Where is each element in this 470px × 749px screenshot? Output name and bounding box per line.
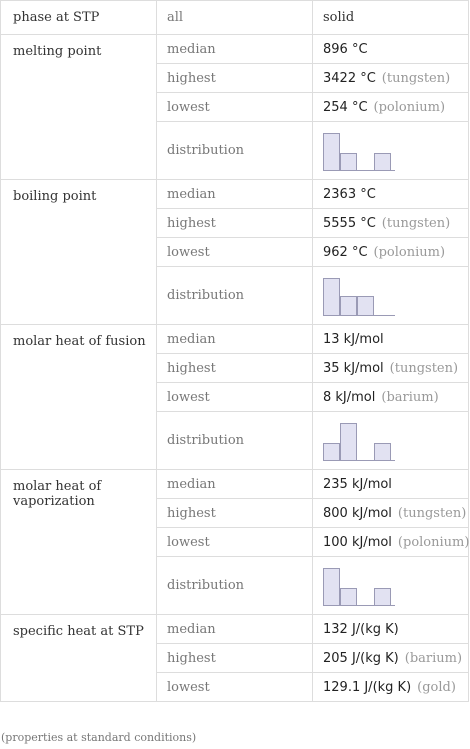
phase-all-label: all bbox=[157, 1, 313, 35]
histogram-bar bbox=[323, 443, 340, 461]
stat-label: lowest bbox=[157, 93, 313, 122]
distribution-histogram bbox=[323, 131, 395, 171]
distribution-histogram bbox=[323, 421, 395, 461]
stat-value: 800 kJ/mol bbox=[323, 505, 392, 521]
stat-value: 8 kJ/mol bbox=[323, 389, 376, 405]
histogram-bar bbox=[340, 153, 357, 171]
stat-value-cell bbox=[313, 238, 469, 267]
stat-label: median bbox=[157, 470, 313, 499]
stat-value: 235 kJ/mol bbox=[323, 476, 392, 492]
stat-value-cell bbox=[313, 35, 469, 64]
stat-note: (polonium) bbox=[373, 244, 446, 260]
stat-value: 254 °C bbox=[323, 99, 368, 115]
stat-label: highest bbox=[157, 499, 313, 528]
stat-value: 2363 °C bbox=[323, 186, 376, 202]
histogram-bar bbox=[340, 296, 357, 316]
stat-note: (gold) bbox=[417, 679, 456, 695]
stat-value: 5555 °C bbox=[323, 215, 376, 231]
stat-label: lowest bbox=[157, 383, 313, 412]
histogram-bar bbox=[323, 133, 340, 171]
property-name: melting point bbox=[1, 35, 157, 180]
histogram-bar bbox=[374, 153, 391, 171]
stat-label: highest bbox=[157, 644, 313, 673]
distribution-histogram bbox=[323, 566, 395, 606]
stat-label: highest bbox=[157, 209, 313, 238]
stat-value-cell bbox=[313, 64, 469, 93]
distribution-histogram bbox=[323, 276, 395, 316]
stat-value: 100 kJ/mol bbox=[323, 534, 392, 550]
stat-value-cell bbox=[313, 93, 469, 122]
stat-value-cell bbox=[313, 528, 469, 557]
stat-label: median bbox=[157, 35, 313, 64]
stat-value-cell bbox=[313, 180, 469, 209]
histogram-baseline bbox=[323, 460, 395, 461]
histogram-bar bbox=[323, 278, 340, 316]
histogram-bar bbox=[374, 443, 391, 461]
stat-value-cell bbox=[313, 470, 469, 499]
table-row bbox=[1, 470, 469, 499]
stat-value: 3422 °C bbox=[323, 70, 376, 86]
distribution-cell bbox=[313, 267, 469, 325]
stat-label: median bbox=[157, 615, 313, 644]
stat-label: lowest bbox=[157, 673, 313, 702]
stat-value-cell bbox=[313, 209, 469, 238]
distribution-cell bbox=[313, 557, 469, 615]
stat-label: highest bbox=[157, 64, 313, 93]
stat-value-cell bbox=[313, 673, 469, 702]
stat-value-cell bbox=[313, 383, 469, 412]
histogram-bar bbox=[340, 588, 357, 606]
distribution-cell bbox=[313, 122, 469, 180]
stat-label: highest bbox=[157, 354, 313, 383]
stat-value: 205 J/(kg K) bbox=[323, 650, 399, 666]
table-row bbox=[1, 35, 469, 64]
table-row bbox=[1, 180, 469, 209]
stat-value: 132 J/(kg K) bbox=[323, 621, 399, 637]
stat-note: (polonium) bbox=[373, 99, 446, 115]
property-name: molar heat of fusion bbox=[1, 325, 157, 470]
stat-note: (barium) bbox=[381, 389, 439, 405]
stat-note: (tungsten) bbox=[397, 505, 467, 521]
phase-value: solid bbox=[313, 1, 469, 35]
stat-note: (tungsten) bbox=[389, 360, 459, 376]
property-name: molar heat of vaporization bbox=[1, 470, 157, 615]
property-name: boiling point bbox=[1, 180, 157, 325]
footnote: (properties at standard conditions) bbox=[1, 731, 197, 744]
stat-value-cell bbox=[313, 354, 469, 383]
phase-label: phase at STP bbox=[1, 1, 157, 35]
distribution-label: distribution bbox=[157, 267, 313, 325]
histogram-bar bbox=[340, 423, 357, 461]
property-name: specific heat at STP bbox=[1, 615, 157, 702]
distribution-label: distribution bbox=[157, 412, 313, 470]
histogram-bar bbox=[323, 568, 340, 606]
histogram-baseline bbox=[323, 605, 395, 606]
histogram-baseline bbox=[323, 315, 395, 316]
stat-note: (polonium) bbox=[397, 534, 470, 550]
stat-value: 962 °C bbox=[323, 244, 368, 260]
histogram-baseline bbox=[323, 170, 395, 171]
stat-value: 129.1 J/(kg K) bbox=[323, 679, 412, 695]
stat-label: median bbox=[157, 325, 313, 354]
stat-note: (barium) bbox=[404, 650, 463, 666]
stat-value: 13 kJ/mol bbox=[323, 331, 384, 347]
stat-value-cell bbox=[313, 499, 469, 528]
stat-note: (tungsten) bbox=[381, 70, 451, 86]
table-row bbox=[1, 325, 469, 354]
stat-note: (tungsten) bbox=[381, 215, 451, 231]
stat-label: lowest bbox=[157, 238, 313, 267]
histogram-bar bbox=[374, 588, 391, 606]
stat-value-cell bbox=[313, 615, 469, 644]
stat-value: 896 °C bbox=[323, 41, 368, 57]
distribution-label: distribution bbox=[157, 122, 313, 180]
stat-value-cell bbox=[313, 644, 469, 673]
stat-value-cell bbox=[313, 325, 469, 354]
histogram-bar bbox=[357, 296, 374, 316]
stat-value: 35 kJ/mol bbox=[323, 360, 384, 376]
stat-label: median bbox=[157, 180, 313, 209]
header-row bbox=[1, 1, 469, 35]
distribution-cell bbox=[313, 412, 469, 470]
stat-label: lowest bbox=[157, 528, 313, 557]
table-row bbox=[1, 615, 469, 644]
distribution-label: distribution bbox=[157, 557, 313, 615]
